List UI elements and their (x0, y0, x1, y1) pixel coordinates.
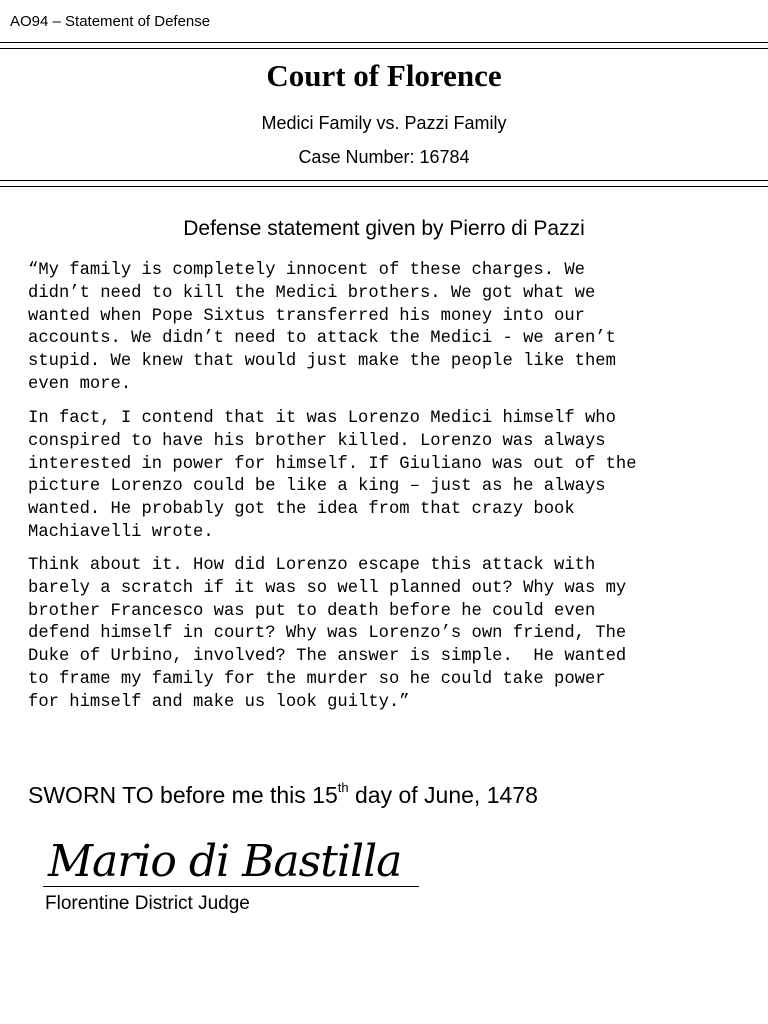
case-number: Case Number: 16784 (298, 147, 470, 167)
oath-line (28, 782, 538, 809)
form-identifier: AO94 – Statement of Defense (10, 13, 211, 30)
oath-prefix: SWORN TO before me this 15 (28, 782, 338, 808)
case-parties: Medici Family vs. Pazzi Family (261, 113, 507, 133)
court-title: Court of Florence (266, 58, 502, 93)
header-rule-bottom-1 (0, 180, 768, 181)
header-rule-bottom-2 (0, 186, 768, 187)
oath-day-suffix: th (337, 780, 349, 795)
oath-suffix: day of June, 1478 (348, 782, 538, 808)
judge-signature: Mario di Bastilla (48, 836, 402, 887)
statement-paragraph-3: Think about it. How did Lorenzo escape this attack with barely a scratch if it was so well planned out? Why was my brother Francesco was put to death before he could even defend himself in court? Why was Lorenzo’s own friend, The Duke of Urbino, involved? The answer is simple. He wanted to frame my family for the murder so he could take power for himself and make us look guilty.” (28, 556, 627, 712)
statement-paragraph-1: “My family is completely innocent of these charges. We didn’t need to kill the Medici brothers. We got what we wanted when Pope Sixtus transferred his money into our accounts. We didn’t need to attack the Medici - we aren’t stupid. We knew that would just make the people like them even more. (28, 261, 616, 394)
statement-heading: Defense statement given by Pierro di Pazzi (183, 217, 585, 240)
header-rule-top-2 (0, 48, 768, 49)
signature-line (43, 886, 419, 887)
header-rule-top-1 (0, 42, 768, 43)
statement-paragraph-2: In fact, I contend that it was Lorenzo Medici himself who conspired to have his brother killed. Lorenzo was always interested in power for himself. If Giuliano was out of the picture Lorenzo could be like a king – just as he always wanted. He probably got the idea from that crazy book Machiavelli wrote. (28, 409, 637, 542)
judge-title: Florentine District Judge (45, 893, 250, 914)
